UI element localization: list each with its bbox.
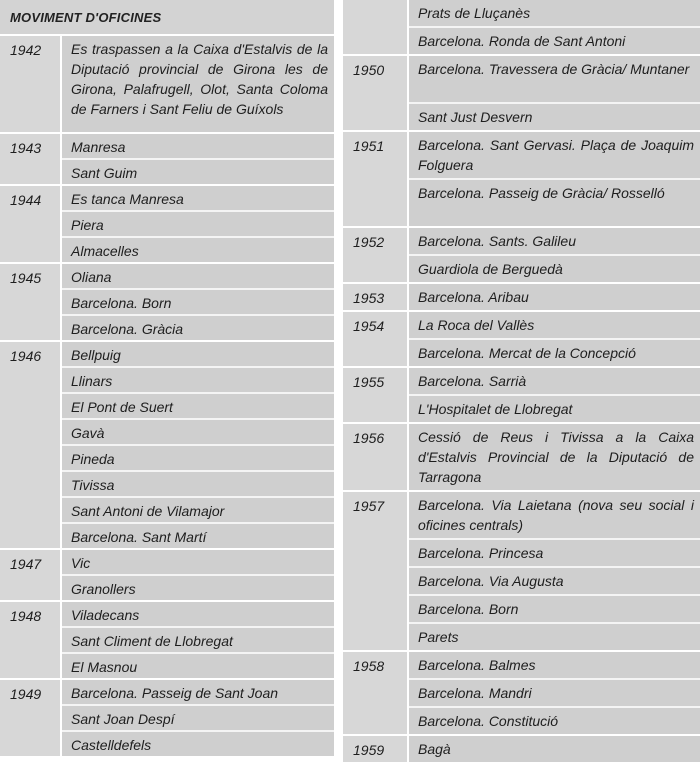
office-list <box>407 132 700 226</box>
office-entry: Es traspassen a la Caixa d'Estalvis de la Diputació provincial de Girona les de Girona, Palafrugell, Olot, Santa Coloma de Farners i Sant Feliu de Guíxols <box>62 36 334 132</box>
year-block <box>343 492 700 652</box>
office-entry: Barcelona. Ronda de Sant Antoni <box>409 26 700 54</box>
year-block <box>0 342 334 550</box>
office-entry: La Roca del Vallès <box>409 312 700 338</box>
office-entry: Barcelona. Mercat de la Concepció <box>409 338 700 366</box>
year-block <box>0 602 334 680</box>
office-entry: Barcelona. Travessera de Gràcia/ Muntaner <box>409 56 700 102</box>
office-entry: Cessió de Reus i Tivissa a la Caixa d'Estalvis Provincial de la Diputació de Tarragona <box>409 424 700 490</box>
office-entry: Llinars <box>62 366 334 392</box>
year-block <box>0 36 334 134</box>
office-entry: Gavà <box>62 418 334 444</box>
office-entry: Es tanca Manresa <box>62 186 334 210</box>
year-label: 1945 <box>10 270 42 286</box>
office-entry: Barcelona. Via Laietana (nova seu social i oficines centrals) <box>409 492 700 538</box>
office-entry: Barcelona. Aribau <box>409 284 700 310</box>
year-block <box>0 134 334 186</box>
year-label: 1947 <box>10 556 42 572</box>
office-entry: El Pont de Suert <box>62 392 334 418</box>
office-entry: Pineda <box>62 444 334 470</box>
office-entry: Bagà <box>409 736 700 762</box>
year-block <box>343 312 700 368</box>
office-entry: Barcelona. Passeig de Sant Joan <box>62 680 334 704</box>
office-entry: Barcelona. Gràcia <box>62 314 334 340</box>
office-entry: Sant Guim <box>62 158 334 184</box>
year-label <box>343 0 407 54</box>
office-entry: Barcelona. Passeig de Gràcia/ Rosselló <box>409 178 700 226</box>
year-block <box>343 424 700 492</box>
office-entry: Bellpuig <box>62 342 334 366</box>
section-title: MOVIMENT D'OFICINES <box>0 0 334 36</box>
office-entry: Sant Joan Despí <box>62 704 334 730</box>
office-entry: Parets <box>409 622 700 650</box>
year-label: 1955 <box>353 374 385 390</box>
year-label: 1951 <box>353 138 385 154</box>
year-label: 1942 <box>10 42 42 58</box>
year-label: 1944 <box>10 192 42 208</box>
office-list <box>407 56 700 130</box>
office-entry: Manresa <box>62 134 334 158</box>
office-list <box>407 492 700 650</box>
year-label: 1952 <box>353 234 385 250</box>
office-entry: Prats de Lluçanès <box>409 0 700 26</box>
year-label: 1957 <box>353 498 385 514</box>
office-entry: Barcelona. Mandri <box>409 678 700 706</box>
office-list <box>407 652 700 734</box>
office-list <box>60 342 334 548</box>
left-column <box>0 0 334 758</box>
office-entry: Barcelona. Born <box>62 288 334 314</box>
office-entry: Oliana <box>62 264 334 288</box>
office-list <box>407 736 700 762</box>
year-label: 1953 <box>353 290 385 306</box>
year-block <box>0 186 334 264</box>
year-block <box>343 56 700 132</box>
year-block <box>0 264 334 342</box>
office-entry: Barcelona. Via Augusta <box>409 566 700 594</box>
office-list <box>60 602 334 678</box>
office-entry: Sant Antoni de Vilamajor <box>62 496 334 522</box>
office-entry: Granollers <box>62 574 334 600</box>
year-label: 1943 <box>10 140 42 156</box>
year-label: 1950 <box>353 62 385 78</box>
right-column <box>343 0 700 764</box>
office-list <box>407 0 700 54</box>
office-entry: Almacelles <box>62 236 334 262</box>
office-list <box>407 284 700 310</box>
office-entry: Vic <box>62 550 334 574</box>
year-block <box>343 132 700 228</box>
year-block <box>343 736 700 764</box>
office-list <box>60 36 334 132</box>
office-entry: Castelldefels <box>62 730 334 756</box>
office-entry: Barcelona. Princesa <box>409 538 700 566</box>
office-list <box>60 550 334 600</box>
year-block <box>343 652 700 736</box>
office-list <box>407 228 700 282</box>
office-entry: Barcelona. Sant Gervasi. Plaça de Joaquim Folguera <box>409 132 700 178</box>
year-block <box>343 368 700 424</box>
year-block <box>343 0 700 56</box>
office-entry: Guardiola de Berguedà <box>409 254 700 282</box>
year-block <box>0 550 334 602</box>
year-label: 1948 <box>10 608 42 624</box>
year-label: 1959 <box>353 742 385 758</box>
office-entry: Viladecans <box>62 602 334 626</box>
year-label: 1946 <box>10 348 42 364</box>
year-block <box>343 228 700 284</box>
office-entry: Tivissa <box>62 470 334 496</box>
office-entry: Barcelona. Sants. Galileu <box>409 228 700 254</box>
office-entry: Piera <box>62 210 334 236</box>
year-label: 1954 <box>353 318 385 334</box>
office-entry: Barcelona. Sarrià <box>409 368 700 394</box>
office-entry: Barcelona. Sant Martí <box>62 522 334 548</box>
office-list <box>60 186 334 262</box>
office-list <box>60 680 334 756</box>
year-block <box>0 680 334 758</box>
office-list <box>407 368 700 422</box>
office-list <box>407 424 700 490</box>
office-entry: Sant Climent de Llobregat <box>62 626 334 652</box>
office-entry: Barcelona. Constitució <box>409 706 700 734</box>
year-label: 1956 <box>353 430 385 446</box>
office-entry: Barcelona. Born <box>409 594 700 622</box>
year-label: 1958 <box>353 658 385 674</box>
office-entry: El Masnou <box>62 652 334 678</box>
office-list <box>60 134 334 184</box>
office-list <box>60 264 334 340</box>
year-label: 1949 <box>10 686 42 702</box>
office-entry: Barcelona. Balmes <box>409 652 700 678</box>
year-block <box>343 284 700 312</box>
office-entry: L'Hospitalet de Llobregat <box>409 394 700 422</box>
office-list <box>407 312 700 366</box>
office-entry: Sant Just Desvern <box>409 102 700 130</box>
